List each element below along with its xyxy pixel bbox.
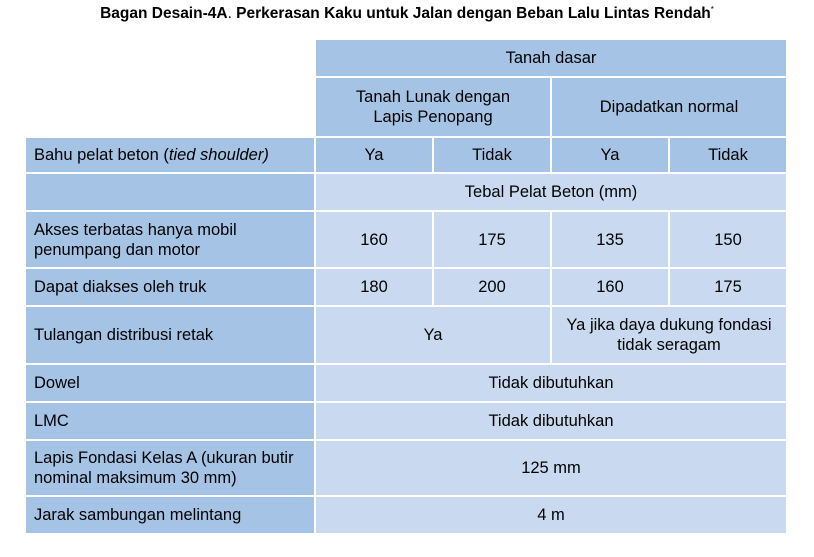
bahu-ya-2: Ya: [551, 137, 669, 173]
tulangan-label: Tulangan distribusi retak: [25, 306, 315, 364]
bahu-label-main: Bahu pelat beton (: [34, 146, 169, 164]
row-tebal-pelat: [25, 173, 787, 211]
truk-value-4: 175: [669, 268, 787, 306]
truk-label: Dapat diakses oleh truk: [25, 268, 315, 306]
col-group-tanah-lunak: Tanah Lunak dengan Lapis Penopang: [315, 77, 551, 137]
lmc-value: Tidak dibutuhkan: [315, 402, 787, 440]
jarak-value: 4 m: [315, 496, 787, 534]
akses-mobil-label: Akses terbatas hanya mobil penumpang dan motor: [25, 211, 315, 268]
truk-value-1: 180: [315, 268, 433, 306]
bahu-ya-1: Ya: [315, 137, 433, 173]
lmc-label: LMC: [25, 402, 315, 440]
bahu-label-italic: tied shoulder): [168, 146, 269, 164]
akses-mobil-value-4: 150: [669, 211, 787, 268]
truk-value-3: 160: [551, 268, 669, 306]
dowel-label: Dowel: [25, 364, 315, 402]
lapis-fondasi-value: 125 mm: [315, 440, 787, 496]
akses-mobil-value-1: 160: [315, 211, 433, 268]
akses-mobil-value-2: 175: [433, 211, 551, 268]
row-akses-mobil: [25, 211, 787, 268]
row-jarak: [25, 496, 787, 534]
header-row-tanah-dasar: [25, 39, 787, 77]
bahu-tidak-1: Tidak: [433, 137, 551, 173]
akses-mobil-value-3: 135: [551, 211, 669, 268]
row-truk: [25, 268, 787, 306]
title-footnote-mark: *: [710, 4, 714, 14]
col-group-dipadatkan: Dipadatkan normal: [551, 77, 787, 137]
title-dot: .: [227, 5, 232, 22]
row-lmc: [25, 402, 787, 440]
truk-value-2: 200: [433, 268, 551, 306]
jarak-label: Jarak sambungan melintang: [25, 496, 315, 534]
design-table: [24, 38, 788, 535]
row-bahu-pelat: [25, 137, 787, 173]
blank-cell: [25, 39, 315, 77]
dowel-value: Tidak dibutuhkan: [315, 364, 787, 402]
page-title: [0, 5, 814, 23]
tulangan-value-1: Ya: [315, 306, 551, 364]
row-lapis-fondasi: [25, 440, 787, 496]
tulangan-value-2: Ya jika daya dukung fondasi tidak seragam: [551, 306, 787, 364]
blank-dark-cell: [25, 173, 315, 211]
blank-cell: [25, 77, 315, 137]
row-dowel: [25, 364, 787, 402]
tebal-pelat-header: Tebal Pelat Beton (mm): [315, 173, 787, 211]
tanah-dasar-header: Tanah dasar: [315, 39, 787, 77]
lapis-fondasi-label: Lapis Fondasi Kelas A (ukuran butir nominal maksimum 30 mm): [25, 440, 315, 496]
title-rest: Perkerasan Kaku untuk Jalan dengan Beban Lalu Lintas Rendah: [231, 5, 711, 22]
bahu-tidak-2: Tidak: [669, 137, 787, 173]
row-tulangan: [25, 306, 787, 364]
bahu-label: [25, 137, 315, 173]
title-bold: Bagan Desain-4A: [100, 5, 228, 22]
header-row-groups: [25, 77, 787, 137]
